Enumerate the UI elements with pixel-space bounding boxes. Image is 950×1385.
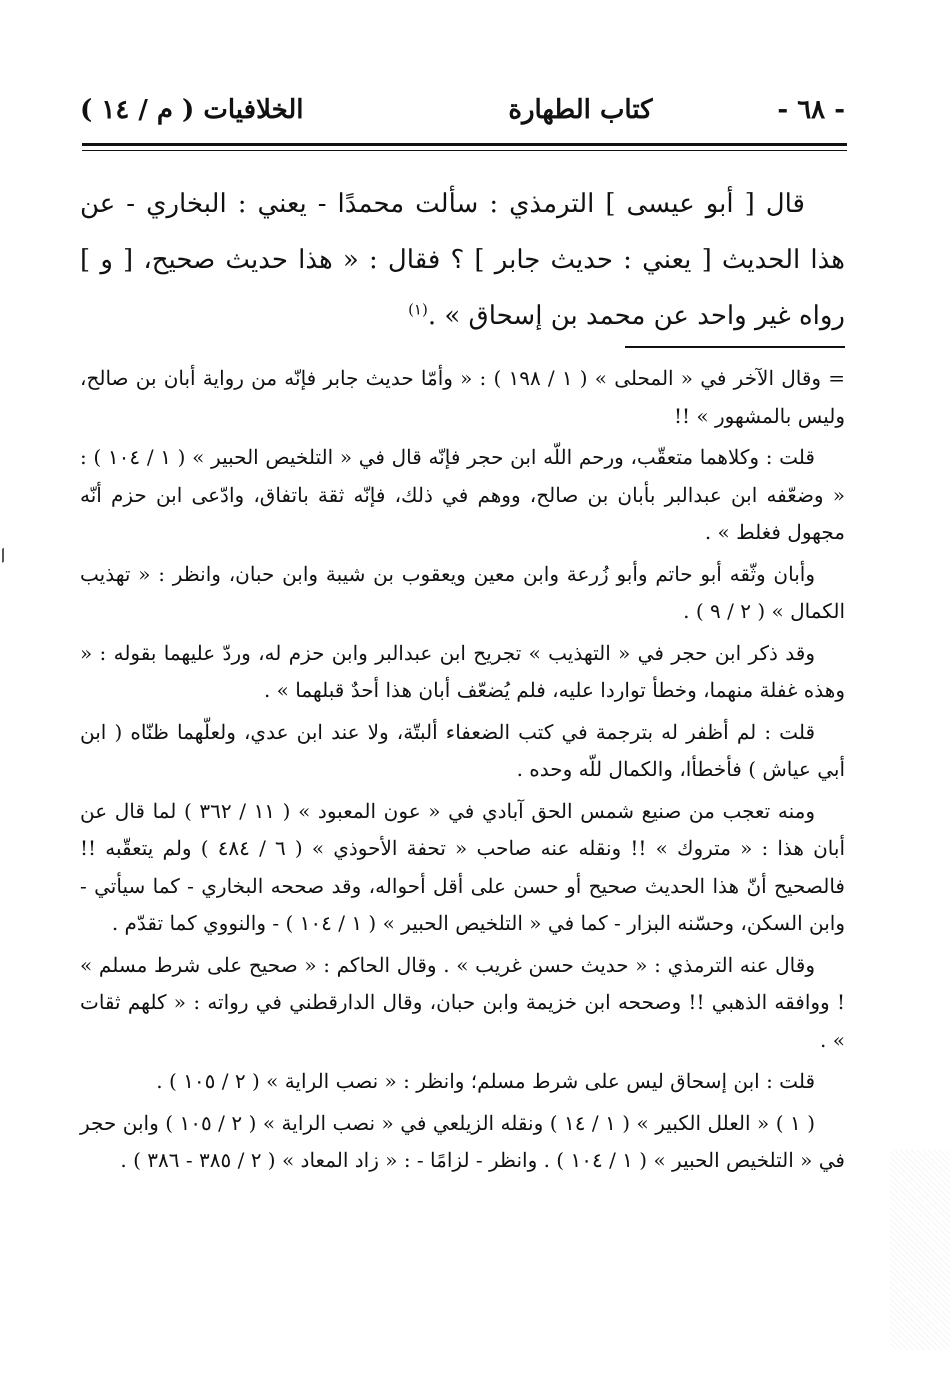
- footnote-text: ( ١ ) « العلل الكبير » ( ١ / ١٤ ) ونقله الزيلعي في « نصب الراية » ( ٢ / ١٠٥ ) وابن حجر في « التلخيص الحبير » ( ١ / ١٠٤ ) . وانظر - لزامًا - : « زاد المعاد » ( ٢ / ٣٨٥ - ٣٨٦ ) .: [80, 1110, 845, 1172]
- note-paragraph: قلت : وكلاهما متعقّب، ورحم اللّه ابن حجر فإنّه قال في « التلخيص الحبير » ( ١ / ١٠٤ ) : « وضعّفه ابن عبدالبر بأبان بن صالح، ووهم في ذلك، فإنّه ثقة باتفاق، وادّعى ابن حزم أنّه مجهول فغلط » .: [80, 445, 845, 544]
- note-paragraph: = وقال الآخر في « المحلى » ( ١ / ١٩٨ ) : « وأمّا حديث جابر فإنّه من رواية أبان بن صالح، وليس بالمشهور » !!: [80, 366, 845, 428]
- page-number: - ٦٨ -: [777, 95, 845, 125]
- note-paragraph: وأبان وثّقه أبو حاتم وأبو زُرعة وابن معين ويعقوب بن شيبة وابن حبان، وانظر : « تهذيب الكمال » ( ٢ / ٩ ) .: [80, 561, 845, 623]
- main-paragraph-text: قال [ أبو عيسى ] الترمذي : سألت محمدًا - يعني : البخاري - عن هذا الحديث [ يعني : حديث جابر ] ؟ فقال : « هذا حديث صحيح، [ و ] رواه غير واحد عن محمد بن إسحاق » .: [80, 189, 845, 331]
- note-paragraph: ومنه تعجب من صنيع شمس الحق آبادي في « عون المعبود » ( ١١ / ٣٦٢ ) لما قال عن أبان هذا : « متروك » !! ونقله عنه صاحب « تحفة الأحوذي » ( ٦ / ٤٨٤ ) ولم يتعقّبه !! فالصحيح أنّ هذا الحديث صحيح أو حسن على أقل أحواله، وقد صححه البخاري - كما سيأتي - وابن السكن، وحسّنه البزار - كما في « التلخيص الحبير » ( ١ / ١٠٤ ) - والنووي كما تقدّم .: [80, 798, 846, 935]
- footnote-rule: [625, 346, 845, 348]
- main-text: [80, 176, 845, 344]
- main-paragraph: [80, 176, 845, 344]
- book-title: كتاب الطهارة: [508, 95, 653, 125]
- header-rule-thick: [82, 143, 847, 146]
- note-paragraph: وقال عنه الترمذي : « حديث حسن غريب » . وقال الحاكم : « صحيح على شرط مسلم » ! ووافقه الذهبي !! وصححه ابن خزيمة وابن حبان، وقال الدارقطني في رواته : « كلهم ثقات » .: [80, 952, 845, 1052]
- note-paragraph: قلت : ابن إسحاق ليس على شرط مسلم؛ وانظر : « نصب الراية » ( ٢ / ١٠٥ ) .: [156, 1069, 815, 1093]
- note-paragraph: قلت : لم أظفر له بترجمة في كتب الضعفاء ألبتّة، ولا عند ابن عدي، ولعلّهما ظنّاه ( ابن أبي عياش ) فأخطأا، والكمال للّه وحده .: [80, 719, 845, 781]
- footnote-marker: (١): [408, 300, 428, 319]
- notes-section: [80, 360, 845, 1184]
- header-rule-thin: [82, 150, 847, 151]
- section-title: الخلافيات ( م / ١٤ ): [80, 95, 304, 125]
- note-paragraph: وقد ذكر ابن حجر في « التهذيب » تجريح ابن عبدالبر وابن حزم له، وردّ عليهما بقوله : « وهذه غفلة منهما، وخطأ تواردا عليه، فلم يُضعّف أبان هذا أحدٌ قبلهما » .: [80, 640, 845, 702]
- page-header: [80, 88, 845, 132]
- scan-artifact: [2, 543, 12, 563]
- scan-noise: [890, 1150, 950, 1350]
